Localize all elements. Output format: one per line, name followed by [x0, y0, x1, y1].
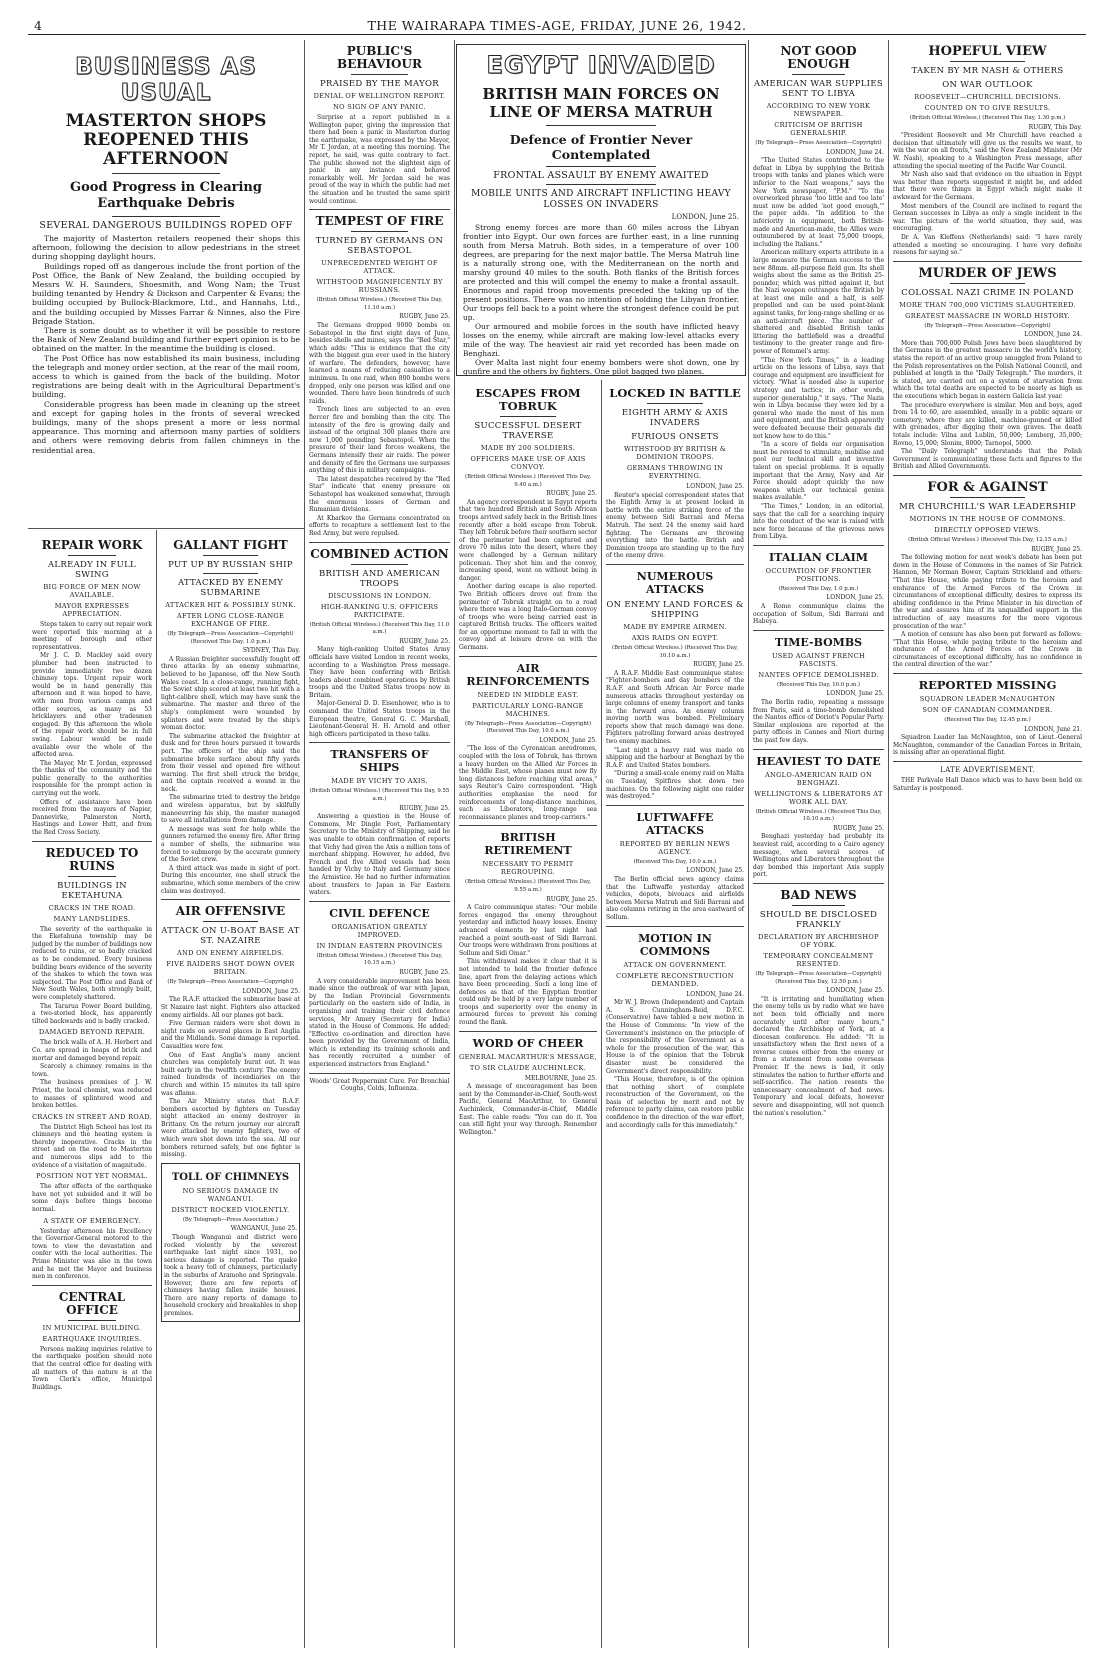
subheadline: Defence of Frontier Never Contemplated	[509, 132, 693, 162]
subheadline: ON ENEMY LAND FORCES & SHIPPING	[606, 599, 744, 620]
headline: CENTRAL OFFICE	[58, 1289, 126, 1317]
subheadline: COLOSSAL NAZI CRIME IN POLAND	[901, 287, 1074, 298]
subheadline: NO SIGN OF ANY PANIC.	[333, 103, 426, 111]
masthead	[28, 18, 1086, 35]
headline: AIR REINFORCEMENTS	[466, 661, 590, 688]
boxed-article-chimneys: TOLL OF CHIMNEYS NO SERIOUS DAMAGE IN WANGANUI. DISTRICT ROCKED VIOLENTLY. (By Telegraph—Press Association.) WANGANUI, June 25. Though Wanganui and district were rocked violently by the severest earthquake last night since 1931, no serious damage is reported. The quake took a heavy toll of chimneys, particularly in the suburbs of Aramoho and Springvale. However, there are few reports of chimneys having fallen inside houses. There are many reports of damage to household crockery and breakables in shop premises.	[161, 1163, 300, 1322]
subheadline: TURNED BY GERMANS ON SEBASTOPOL	[315, 236, 444, 257]
subheadline: CRITICISM OF BRITISH GENERALSHIP.	[774, 121, 863, 137]
subheadline: CRACKS IN STREET AND ROAD.	[32, 1112, 152, 1121]
subheadline: FRONTAL ASSAULT BY ENEMY AWAITED	[493, 170, 709, 181]
subheadline: ANGLO-AMERICAN RAID ON BENGHAZI.	[764, 770, 873, 787]
subheadline: GERMANS THROWING IN EVERYTHING.	[626, 464, 724, 480]
subheadline: SUCCESSFUL DESERT TRAVERSE	[474, 421, 582, 441]
subheadline: MAYOR EXPRESSES APPRECIATION.	[54, 602, 130, 618]
headline: NUMEROUS ATTACKS	[636, 569, 714, 596]
subheadline: REPORTED BY BERLIN NEWS AGENCY.	[619, 839, 731, 856]
article-body: The severity of the earthquake in the Eketahuna township may be judged by the number of buildings now reduced to ruins, or so badly cracked as to be condemned. Every business building bears evidence of the severity of the shakes to which the town was subjected. The Post Office and Bank of New South Wales, both strongly built, were completely shattered. The Tararua Power Board building, a two-storied block, has apparently tilted backwards and is badly cracked.	[32, 925, 152, 1025]
headline: REDUCED TO RUINS	[45, 845, 139, 873]
subheadline: IN INDIAN EASTERN PROVINCES	[316, 941, 443, 950]
headline: FOR & AGAINST	[927, 479, 1048, 495]
subheadline: SQUADRON LEADER McNAUGHTON	[919, 695, 1056, 704]
subheadline: PARTICULARLY LONG-RANGE MACHINES.	[472, 701, 584, 718]
headline: MASTERTON SHOPS REOPENED THIS AFTERNOON	[65, 111, 267, 169]
subheadline: PUT UP BY RUSSIAN SHIP	[168, 560, 293, 570]
subheadline: SHOULD BE DISCLOSED FRANKLY	[759, 909, 878, 930]
advertisement: Woods' Great Peppermint Cure. For Bronchial Coughs, Colds, Influenza.	[309, 1077, 450, 1093]
column-third: PUBLIC'S BEHAVIOUR PRAISED BY THE MAYOR DENIAL OF WELLINGTON REPORT. NO SIGN OF ANY PANIC. Surprise at a report published in a Wellington paper, giving the impression that there had been a panic in Masterton during the earthquake, was expressed by the Mayor, Mr T. Jordan, at a meeting this morning. The report, he said, was quite contrary to fact. The public showed not the slightest sign of panic in any instance and behaved remarkably well. Mr Jordan said he was proud of the way in which the public had met the situation and he trusted the same spirit would continue. TEMPEST OF FIRE TURNED BY GERMANS ON SEBASTOPOL UNPRECEDENTED WEIGHT OF ATTACK. WITHSTOOD MAGNIFICENTLY BY RUSSIANS. (British Official Wireless.) (Received This Day, 11.10 a.m.) RUGBY, June 25. The Germans dropped 9000 bombs on Sebastopol in the first eight days of June, besides shells and mines, says the "Red Star," which adds: "This is evidence that the city with the biggest gun ever used in the history of warfare. The defenders, however, have learned a means of reducing casualties to a minimum. In one raid, when 800 bombs were dropped, only one person was killed and one wounded. There have been hundreds of such raids. Trench lines are subjected to an even fiercer fire and bombing than the city. The intensity of the fire is growing daily and instead of the original 300 planes there are now 1,000 pounding Sebastopol. When the pressure of their land forces weakens, the Germans intensify their air raids. The power and density of fire the Germans use surpasses anything of this in military campaigns. The latest despatches received by the "Red Star" indicate that enemy pressure on Sebastopol has weakened somewhat, through the enormous losses of German and Rumanian divisions. At Kharkov the Germans concentrated on efforts to recapture a settlement lost to the Red Army, but were repulsed. COMBINED ACTION BRITISH AND AMERICAN TROOPS DISCUSSIONS IN LONDON. HIGH-RANKING U.S. OFFICERS PARTICIPATE. (British Official Wireless.) (Received This Day, 11.0 a.m.) RUGBY, June 25. Many high-ranking United States Army officials have visited London in recent weeks, according to a Washington Press message. They have been conferring with British leaders about combined operations by British troops and the United States troops now in Britain. Major-General D. D. Eisenhower, who is to command the United States troops in the European theatre, General G. C. Marshall, Lieutenant-General H. H. Arnold and other high officers participated in these talks. TRANSFERS OF SHIPS MADE BY VICHY TO AXIS. (British Official Wireless.) (Received This Day, 9.55 a.m.) RUGBY, June 25. Answering a question in the House of Commons, Mr Dingle Foot, Parliamentary Secretary to the Ministry of Shipping, said he was unable to obtain confirmation of reports that Vichy had given the Axis a million tons of merchant shipping. However, he added, five French and five Allied vessels had been handed by Vichy to Italy and Germany since the Armistice. He had no further information about transfers to Japan in Far Eastern waters. CIVIL DEFENCE ORGANISATION GREATLY IMPROVED. IN INDIAN EASTERN PROVINCES (British Official Wireless.) (Received This Day, 10.15 a.m.) RUGBY, June 25. A very considerable improvement has been made since the outbreak of war with Japan, by the Indian Provincial Governments particularly on the eastern side of India, in organising and training their civil defence services, Mr Amery (Secretary for India) stated in the House of Commons. He added: "Effective co-ordination and direction have been provided by the Government of India, which is extending its training schools and has recently recruited a number of experienced instructors from England." Woods' Great Peppermint Cure. For Bronchial Coughs, Colds, Influenza.	[309, 44, 450, 1093]
subheadline: ROOSEVELT—CHURCHILL DECISIONS.	[914, 93, 1061, 101]
subheadline: FIVE RAIDERS SHOT DOWN OVER BRITAIN.	[166, 960, 295, 977]
headline: MURDER OF JEWS	[918, 265, 1057, 281]
subheadline: NO SERIOUS DAMAGE IN WANGANUI.	[182, 1186, 279, 1203]
subheadline: GENERAL MACARTHUR'S MESSAGE,	[459, 1052, 597, 1061]
headline: MOTION IN COMMONS	[638, 931, 712, 958]
headline: REPORTED MISSING	[918, 678, 1057, 693]
subheadline: SEVERAL DANGEROUS BUILDINGS ROPED OFF	[39, 220, 293, 231]
article-body: A Russian freighter successfully fought off three attacks by an enemy submarine, believed to be Japanese, off the New South Wales coast. In a close-range, running fight, the Soviet ship scored at least two hit with a light-calibre shell, which may have sunk the submarine. The master and three of the ship's complement were wounded by splinters and were treated by the ship's woman doctor. The submarine attacked the freighter at dusk and for three hours pursued it towards port. The officers of the ship said the submarine broke surface about fifty yards from their vessel and opened fire without warning. The first shell struck the bridge, and the captain received a wound in the neck. The submarine tried to destroy the bridge and wireless apparatus, but by skilfully manoeuvring his ship, the master managed to save all installations from damage. A message was sent for help while the gunners returned the enemy fire. After firing a number of shells, the submarine was forced to submerge by the accurate gunnery of the Soviet crew. A third attack was made in sight of port. During this encounter, one shell struck the submarine, which some members of the crew claim was destroyed.	[161, 655, 300, 895]
subheadline: Good Progress in Clearing Earthquake Debris	[70, 180, 262, 211]
article-body: The majority of Masterton retailers reopened their shops this afternoon, following the decision to allow pedestrians in the street during shopping daylight hours. Buildings roped off as dangerous include the front portion of the Post Office, the Bank of New Zealand, the building occupied by Messrs W. H. Saunders, Shoesmith, and Wong Nam; the Trust building tenanted by Hendry & Dickson and Carpenter & Evans; the building occupied by Bullock-Blackmore, Ltd., and Hannahs, Ltd., and the building occupied by Misses Farrar & Ninnes, also the Fire Brigade Station. There is some doubt as to whether it will be possible to restore the Bank of New Zealand building and further expert opinion is to be obtained on the matter. In the meantime the building is closed. The Post Office has now established its main business, including the telegraph and money order section, at the rear of the mail room, access to which is gained from the back of the building. Motor registrations are being dealt with in the Agricultural Department's building. Considerable progress has been made in cleaning up the street and except for gaping holes in the fronts of several wrecked buildings, many of the shops present a more or less normal appearance. This morning and afternoon many parties of soldiers and others were removing debris from fallen chimneys in the residential area.	[32, 234, 300, 455]
subheadline: CRACKS IN THE ROAD.	[48, 903, 136, 912]
headline: TOLL OF CHIMNEYS	[171, 1171, 290, 1183]
subheadline: MR CHURCHILL'S WAR LEADERSHIP	[899, 501, 1076, 512]
subheadline: ALREADY IN FULL SWING	[47, 560, 136, 580]
subheadline: ORGANISATION GREATLY IMPROVED.	[331, 922, 428, 939]
headline: LATE ADVERTISEMENT.	[940, 766, 1035, 775]
subheadline: COUNTED ON TO GIVE RESULTS.	[924, 104, 1051, 112]
headline: ITALIAN CLAIM	[769, 550, 868, 564]
page-number: 4	[34, 18, 43, 33]
subheadline: BIG FORCE OF MEN NOW AVAILABLE.	[43, 583, 141, 599]
headline: TRANSFERS OF SHIPS	[330, 748, 429, 775]
subheadline: SON OF CANADIAN COMMANDER.	[922, 706, 1053, 715]
banner-egypt-invaded: EGYPT INVADED	[486, 51, 716, 79]
subheadline: OFFICERS MAKE USE OF AXIS CONVOY.	[470, 455, 586, 471]
subheadline: OCCUPATION OF FRONTIER POSITIONS.	[765, 566, 872, 583]
subheadline: DENIAL OF WELLINGTON REPORT.	[313, 92, 446, 100]
subheadline: NECESSARY TO PERMIT REGROUPING.	[482, 860, 574, 877]
subheadline: MOBILE UNITS AND AIRCRAFT INFLICTING HEAVY LOSSES ON INVADERS	[471, 189, 731, 210]
headline: LUFTWAFFE ATTACKS	[636, 810, 714, 837]
subheadline: DISTRICT ROCKED VIOLENTLY.	[171, 1205, 290, 1214]
subheadline: MORE THAN 700,000 VICTIMS SLAUGHTERED.	[899, 300, 1076, 309]
subheadline: PRAISED BY THE MAYOR	[319, 79, 440, 89]
subheadline: DIRECTLY OPPOSED VIEWS.	[934, 525, 1041, 534]
banner-business-as-usual: BUSINESS AS USUAL	[75, 54, 257, 106]
subheadline: USED AGAINST FRENCH FASCISTS.	[771, 651, 866, 668]
subheadline: TEMPORARY CONCEALMENT RESENTED.	[763, 951, 874, 968]
subheadline: UNPRECEDENTED WEIGHT OF ATTACK.	[321, 259, 438, 276]
subheadline: FURIOUS ONSETS	[631, 432, 719, 442]
subheadline: TO SIR CLAUDE AUCHINLECK.	[469, 1063, 587, 1072]
subheadline: ACCORDING TO NEW YORK NEWSPAPER.	[766, 102, 871, 118]
subheadline: ATTACKER HIT & POSSIBLY SUNK.	[165, 601, 296, 609]
subheadline: AMERICAN WAR SUPPLIES SENT TO LIBYA	[754, 79, 883, 99]
column-left: REPAIR WORK ALREADY IN FULL SWING BIG FORCE OF MEN NOW AVAILABLE. MAYOR EXPRESSES APPRECIATION. Steps taken to carry out repair work were reported this morning at a meeting of borough and other representatives. Mr J. C. D. Mackley said every plumber had been instructed to provide immediately two dozen chimney tops. Urgent repair work would be in hand generally this afternoon and it was hoped to have, with men from various camps and other sources, as many as 53 bricklayers and other tradesmen engaged. By this afternoon the whole of the repair work should be in full swing. Labour would be made available over the whole of the affected area. The Mayor, Mr T. Jordan, expressed the thanks of the community and the public generally to the authorities responsible for the prompt action in carrying out the work. Offers of assistance have been received from the mayors of Napier, Dannevirke, Palmerston North, Hastings and Lower Hutt, and from the Red Cross Society. REDUCED TO RUINS BUILDINGS IN EKETAHUNA CRACKS IN THE ROAD. MANY LANDSLIDES. The severity of the earthquake in the Eketahuna township may be judged by the number of buildings now reduced to ruins, or so badly cracked as to be condemned. Every business building bears evidence of the severity of the shakes to which the town was subjected. The Post Office and Bank of New South Wales, both strongly built, were completely shattered. The Tararua Power Board building, a two-storied block, has apparently tilted backwards and is badly cracked. DAMAGED BEYOND REPAIR. The brick walls of A. H. Herbert and Co. are spread in heaps of brick and mortar and damaged beyond repair. Scarcely a chimney remains in the town. The business premises of J. W. Priest, the local chemist, was reduced to masses of splintered wood and broken bottles. CRACKS IN STREET AND ROAD. The District High School has lost its chimneys and the heating system is thereby inoperative. Cracks in the street and on the road to Masterton and numerous slips add to the evidence of a visitation of magnitude. POSITION NOT YET NORMAL. The after effects of the earthquake have not yet subsided and it will be some days before things become normal. A STATE OF EMERGENCY. Yesterday afternoon his Excellency the Governor-General motored to the town to view the devastation and confer with the local authorities. The Prime Minister was also in the town and he met the Mayor and business men in conference. CENTRAL OFFICE IN MUNICIPAL BUILDING. EARTHQUAKE INQUIRIES. Persons making inquiries relative to the earthquake position should note that the central office for dealing with all matters of this nature is at the Town Clerk's office, Municipal Buildings.	[32, 538, 152, 1391]
column-seventh: HOPEFUL VIEW TAKEN BY MR NASH & OTHERS ON WAR OUTLOOK ROOSEVELT—CHURCHILL DECISIONS. COUNTED ON TO GIVE RESULTS. (British Official Wireless.) (Received This Day, 1.30 p.m.) RUGBY, This Day. "President Roosevelt and Mr Churchill have reached a decision that ultimately will give us the results we want, to win the war on all fronts," said the New Zealand Minister (Mr W. Nash), speaking to a Washington Press message, after attending the special meeting of the Pacific War Council. Mr Nash also said that evidence on the situation in Egypt was better than reports suggested it might be, and added that there were things in Egypt which might make it awkward for the Germans. Most members of the Council are inclined to regard the German successes in Libya as only a single incident in the war. The picture of the world situation, they said, was encouraging. Dr A. Van Kleffens (Netherlands) said: "I have rarely attended a meeting so encouraging. I have very definite reasons for saying so." MURDER OF JEWS COLOSSAL NAZI CRIME IN POLAND MORE THAN 700,000 VICTIMS SLAUGHTERED. GREATEST MASSACRE IN WORLD HISTORY. (By Telegraph—Press Association—Copyright) LONDON, June 24. More than 700,000 Polish Jews have been slaughtered by the Germans in the greatest massacre in the world's history, states the report of an active group smuggled from Poland to the Polish representatives on the Polish National Council, and published at length in the "Daily Telegraph." The murders, it is stated, are carried out on a system of starvation from which the total deaths are expected to be nearly as high as the executions which began in eastern Galicia last year. The procedure everywhere is similar. Men and boys, aged from 14 to 60, are assembled, usually in a public square or cemetery, where they are killed, machine-gunned or killed with grenades, after digging their own graves. The death totals include: Vilna and Lublin, 50,000; Lemberg, 35,000; Rovno, 15,000; Slonim, 8000; Tarnopol, 5000. The "Daily Telegraph" understands that the Polish Government is communicating these facts and figures to the British and Allied Governments. FOR & AGAINST MR CHURCHILL'S WAR LEADERSHIP MOTIONS IN THE HOUSE OF COMMONS. DIRECTLY OPPOSED VIEWS. (British Official Wireless.) (Received This Day, 12.15 a.m.) RUGBY, June 25. The following motion for next week's debate has been put down in the House of Commons in the names of Sir Patrick Hannon, Mr Norman Bower, Captain Strickland and others: "That this House, while paying tribute to the heroism and endurance of the Armed Forces of the Crown in circumstances of exceptional difficulty, desires to express its abiding confidence in the Prime Minister in his direction of the war and assures him of its unqualified support in the introduction of any measures for the more vigorous prosecution of the war." A motion of censure has also been put forward as follows: "That this House, while paying tribute to the heroism and endurance of the Armed Forces of the Crown in circumstances of exceptional difficulty, has no confidence in the central direction of the war." REPORTED MISSING SQUADRON LEADER McNAUGHTON SON OF CANADIAN COMMANDER. (Received This Day, 12.45 p.m.) LONDON, June 21. Squadron Leader Ian McNaughton, son of Lieut.-General McNaughton, commander of the Canadian Forces in Britain, is missing after an operational flight. LATE ADVERTISEMENT. THE Parkvale Hall Dance which was to have been held on Saturday is postponed.	[893, 44, 1082, 792]
headline: BRITISH MAIN FORCES ON LINE OF MERSA MATRUH	[482, 85, 720, 121]
subheadline: WITHSTOOD MAGNIFICENTLY BY RUSSIANS.	[316, 278, 443, 295]
headline: PUBLIC'S BEHAVIOUR	[337, 44, 422, 71]
headline: ESCAPES FROM TOBRUK	[475, 386, 581, 413]
column-second: GALLANT FIGHT PUT UP BY RUSSIAN SHIP ATTACKED BY ENEMY SUBMARINE ATTACKER HIT & POSSIBLY SUNK. AFTER LONG CLOSE-RANGE EXCHANGE OF FIRE. (By Telegraph—Press Association—Copyright) (Received This Day, 1.0 p.m.) SYDNEY, This Day. A Russian freighter successfully fought off three attacks by an enemy submarine, believed to be Japanese, off the New South Wales coast. In a close-range, running fight, the Soviet ship scored at least two hit with a light-calibre shell, which may have sunk the submarine. The master and three of the ship's complement were wounded by splinters and were treated by the ship's woman doctor. The submarine attacked the freighter at dusk and for three hours pursued it towards port. The officers of the ship said the submarine broke surface about fifty yards from their vessel and opened fire without warning. The first shell struck the bridge, and the captain received a wound in the neck. The submarine tried to destroy the bridge and wireless apparatus, but by skilfully manoeuvring his ship, the master managed to save all installations from damage. A message was sent for help while the gunners returned the enemy fire. After firing a number of shells, the submarine was forced to submerge by the accurate gunnery of the Soviet crew. A third attack was made in sight of port. During this encounter, one shell struck the submarine, which some members of the crew claim was destroyed. AIR OFFENSIVE ATTACK ON U-BOAT BASE AT ST. NAZAIRE AND ON ENEMY AIRFIELDS. FIVE RAIDERS SHOT DOWN OVER BRITAIN. (By Telegraph—Press Association—Copyright) LONDON, June 25. The R.A.F. attacked the submarine base at St Nazaire last night. Fighters also attacked enemy airfields. All our planes got back. Five German raiders were shot down in night raids on several places in East Anglia and the Midlands. Some damage is reported. Casualties were few. One of East Anglia's many ancient churches was completely burnt out. It was built early in the twelfth century. The enemy rained hundreds of incendiaries on the church and within 15 minutes its tall spire was aflame. The Air Ministry states that R.A.F. bombers escorted by fighters on Tuesday night attacked an enemy destroyer in Brittany. On the return journey our aircraft were attacked by enemy fighters, two of which were shot down into the sea. All our bombers returned safely, but one fighter is missing. TOLL OF CHIMNEYS NO SERIOUS DAMAGE IN WANGANUI. DISTRICT ROCKED VIOLENTLY. (By Telegraph—Press Association.) WANGANUI, June 25. Though Wanganui and district were rocked violently by the severest earthquake last night since 1931, no serious damage is reported. The quake took a heavy toll of chimneys, particularly in the suburbs of Aramoho and Springvale. However, there are few reports of chimneys having fallen inside houses. There are many reports of damage to household crockery and breakables in shop premises.	[157, 534, 304, 1650]
article-body: Steps taken to carry out repair work were reported this morning at a meeting of borough and other representatives. Mr J. C. D. Mackley said every plumber had been instructed to provide immediately two dozen chimney tops. Urgent repair work would be in hand generally this afternoon and it was hoped to have, with men from various camps and other sources, as many as 53 bricklayers and other tradesmen engaged. By this afternoon the whole of the repair work should be in full swing. Labour would be made available over the whole of the affected area. The Mayor, Mr T. Jordan, expressed the thanks of the community and the public generally to the authorities responsible for the prompt action in carrying out the work. Offers of assistance have been received from the mayors of Napier, Dannevirke, Palmerston North, Hastings and Lower Hutt, and from the Red Cross Society.	[32, 621, 152, 837]
subheadline: A STATE OF EMERGENCY.	[43, 1216, 141, 1225]
subheadline: MADE BY 200 SOLDIERS.	[480, 444, 576, 452]
subheadline: BRITISH AND AMERICAN TROOPS	[319, 568, 440, 589]
headline: AIR OFFENSIVE	[175, 904, 286, 919]
subheadline: ATTACK ON GOVERNMENT.	[623, 960, 727, 969]
article-egypt-invaded: EGYPT INVADED BRITISH MAIN FORCES ON LINE OF MERSA MATRUH Defence of Frontier Never Contemplated FRONTAL ASSAULT BY ENEMY AWAITED MOBILE UNITS AND AIRCRAFT INFLICTING HEAVY LOSSES ON INVADERS LONDON, June 25. Strong enemy forces are more than 60 miles across the Libyan frontier into Egypt. Our own forces are further east, in a line running south from Mersa Matruh. Both sides, in a temperature of over 100 degrees, are preparing for the next major battle. The Mersa Matruh line is a naturally strong one, with the Mediterranean on the north and marshy ground 40 miles to the south. Both flanks of the British forces are protected and this will compel the enemy to make a frontal assault. Enormous and rapid troop movements preceded the taking up of the present positions. There was no intention of holding the Libyan frontier. Our troops fell back to a point where the strongest defence could be put up. Our armoured and mobile forces in the south have inflicted heavy losses on the enemy, while aircraft are making low-level attacks every mile of the way. The heaviest air raid yet recorded has been made on Benghazi. Over Malta last night four enemy bombers were shot down, one by gunfire and the others by fighters. One pilot bagged two planes.	[456, 44, 746, 376]
subheadline: MOTIONS IN THE HOUSE OF COMMONS.	[909, 514, 1066, 523]
subheadline: WELLINGTONS & LIBERATORS AT WORK ALL DAY.	[754, 789, 883, 806]
subheadline: TAKEN BY MR NASH & OTHERS	[911, 66, 1064, 76]
headline: TEMPEST OF FIRE	[315, 214, 444, 229]
subheadline: ATTACK ON U-BOAT BASE AT ST. NAZAIRE	[161, 926, 300, 947]
subheadline: NANTES OFFICE DEMOLISHED.	[758, 670, 879, 679]
subheadline: BUILDINGS IN EKETAHUNA	[57, 880, 127, 901]
subheadline: POSITION NOT YET NORMAL.	[36, 1172, 148, 1181]
subheadline: MANY LANDSLIDES.	[53, 914, 131, 923]
subheadline: DISCUSSIONS IN LONDON.	[327, 591, 432, 600]
subheadline: EARTHQUAKE INQUIRIES.	[42, 1334, 142, 1343]
headline: REPAIR WORK	[41, 538, 143, 552]
subheadline: MADE BY VICHY TO AXIS.	[331, 777, 428, 786]
subheadline: DAMAGED BEYOND REPAIR.	[38, 1028, 146, 1037]
headline: HOPEFUL VIEW	[928, 44, 1047, 59]
subheadline: ATTACKED BY ENEMY SUBMARINE	[177, 578, 284, 598]
subheadline: EIGHTH ARMY & AXIS INVADERS	[621, 408, 729, 428]
headline: CIVIL DEFENCE	[329, 906, 430, 920]
newspaper-title: THE WAIRARAPA TIMES-AGE, FRIDAY, JUNE 26, 1942.	[367, 18, 747, 33]
subheadline: GREATEST MASSACRE IN WORLD HISTORY.	[905, 311, 1070, 320]
headline: NOT GOOD ENOUGH	[780, 44, 857, 71]
headline: BRITISH RETIREMENT	[484, 831, 572, 858]
article-body: The R.A.F. attacked the submarine base at St Nazaire last night. Fighters also attacked enemy airfields. All our planes got back. Five German raiders were shot down in night raids on several places in East Anglia and the Midlands. Some damage is reported. Casualties were few. One of East Anglia's many ancient churches was completely burnt out. It was built early in the twelfth century. The enemy rained hundreds of incendiaries on the church and within 15 minutes its tall spire was aflame. The Air Ministry states that R.A.F. bombers escorted by fighters on Tuesday night attacked an enemy destroyer in Brittany. On the return journey our aircraft were attacked by enemy fighters, two of which were shot down into the sea. All our bombers returned safely, but one fighter is missing.	[161, 996, 300, 1159]
subheadline: ON WAR OUTLOOK	[942, 80, 1033, 90]
subheadline: WITHSTOOD BY BRITISH & DOMINION TROOPS.	[623, 445, 727, 461]
headline: WORD OF CHEER	[472, 1036, 584, 1050]
subheadline: IN MUNICIPAL BUILDING.	[42, 1323, 142, 1332]
subheadline: COMPLETE RECONSTRUCTION DEMANDED.	[616, 971, 734, 988]
subheadline: AFTER LONG CLOSE-RANGE EXCHANGE OF FIRE.	[176, 612, 285, 628]
column-sixth: NOT GOOD ENOUGH AMERICAN WAR SUPPLIES SENT TO LIBYA ACCORDING TO NEW YORK NEWSPAPER. CRITICISM OF BRITISH GENERALSHIP. (By Telegraph—Press Association—Copyright) LONDON, June 24. "The United States contributed to the defeat in Libya by supplying the British troops with tanks and planes which were inferior to the Nazi weapons," says the New York newspaper, "P.M." "To the overworked phrase 'too little and too late' must now be added 'not good enough,'" the paper adds. "In addition to the inferiority in equipment, both British-made and American-made, the Allies were outnumbered by at least 75,000 troops, including the Italians." American military experts attribute in a large measure the German success to the new 88mm. all-purpose field gun. Its shell weighs about the same as the British 25-pounder, which was pitted against it, but the Nazi weapon outranges the British by at least one mile and a half, is self-propelled and can be used point-blank against tanks, for long-range shelling or as an anti-aircraft piece. The number of shattered and disabled British tanks littering the battlefield was a dreadful testimony to the greater range and fire-power of Rommel's army. "The New York Times," in a leading article on the lessons of Libya, says that courage and equipment are insufficient for victory. "What is needed also is superior strategy and tactics; in other words, superior generalship," it says. "The Nazis won in Libya because they were led by a general who made the most of his men and equipment, and the British apparently were defeated because their generals did not know how to do this." "In a score of fields our organisation must be revised to stimulate, mobilise and pool our technical skill and inventive talent on special problems. It is equally important that the Army, Navy and Air Force should adopt quickly the new weapons which our technical genius makes available." "The Times," London, in an editorial, says that the call for a searching inquiry into the conduct of the war is raised with new force because of the grievous news from Libya. ITALIAN CLAIM OCCUPATION OF FRONTIER POSITIONS. (Received This Day, 1.0 p.m.) LONDON, June 25. A Rome communique claims the occupation of Sollum, Sidi Barrani and Habeya. TIME-BOMBS USED AGAINST FRENCH FASCISTS. NANTES OFFICE DEMOLISHED. (Received This Day, 10.0 p.m.) LONDON, June 25. The Berlin radio, repeating a message from Paris, said a time-bomb demolished the Nantes office of Doriot's Popular Party. Similar explosions are reported at the party offices in Cannes and Niort during the past few days. HEAVIEST TO DATE ANGLO-AMERICAN RAID ON BENGHAZI. WELLINGTONS & LIBERATORS AT WORK ALL DAY. (British Official Wireless.) (Received This Day, 10.10 a.m.) RUGBY, June 25. Benghazi yesterday had probably its heaviest raid, according to a Cairo agency message, when several scores of Wellingtons and Liberators throughout the day bombed this important Axis supply port. BAD NEWS SHOULD BE DISCLOSED FRANKLY DECLARATION BY ARCHBISHOP OF YORK. TEMPORARY CONCEALMENT RESENTED. (By Telegraph—Press Association—Copyright) (Received This Day, 12.50 p.m.) LONDON, June 25. "It is irritating and humiliating when the enemy tells us by radio what we have not been told officially and more accurately until after many hours," declared the Archbishop of York, at a diocesan conference. He added: "It is unsatisfactory when the first news of a reverse comes either from the enemy or from a statement from some overseas Premier. If the news is bad, it only stimulates the nation to further efforts and self-sacrifice. The nation resents the unnecessary concealment of bad news. Temporary and local defeats, however severe and disappointing, will not quench the nation's resolution."	[753, 44, 884, 1117]
subheadline: DECLARATION BY ARCHBISHOP OF YORK.	[758, 932, 879, 949]
headline: BAD NEWS	[780, 887, 857, 902]
subheadline: MADE BY EMPIRE AIRMEN.	[623, 622, 727, 631]
subheadline: AXIS RAIDS ON EGYPT.	[631, 633, 719, 642]
headline: HEAVIEST TO DATE	[756, 754, 881, 768]
subheadline: NEEDED IN MIDDLE EAST.	[477, 690, 579, 699]
headline: COMBINED ACTION	[310, 546, 449, 561]
subheadline: HIGH-RANKING U.S. OFFICERS PARTICIPATE.	[320, 602, 439, 619]
column-fifth: LOCKED IN BATTLE EIGHTH ARMY & AXIS INVADERS FURIOUS ONSETS WITHSTOOD BY BRITISH & DOMINION TROOPS. GERMANS THROWING IN EVERYTHING. LONDON, June 25. Reuter's special correspondent states that the Eighth Army is at present locked in battle with the entire striking force of the enemy between Sidi Barrani and Mersa Matruh. The next 24 the enemy said hard fighting. The Germans are throwing everything into the battle. British and Dominion troops are standing up to the fury of the enemy drive. NUMEROUS ATTACKS ON ENEMY LAND FORCES & SHIPPING MADE BY EMPIRE AIRMEN. AXIS RAIDS ON EGYPT. (British Official Wireless.) (Received This Day, 10.10 a.m.) RUGBY, June 25. A R.A.F. Middle East communique states: "Fighter-bombers and day bombers of the R.A.F. and South African Air Force made numerous attacks throughout yesterday on large columns of enemy transport and tanks in the forward area. An enemy column moving north was bombed. Preliminary reports show that much damage was done. Fighters patrolling forward areas destroyed two enemy machines. "Last night a heavy raid was made on shipping and the harbour at Benghazi by the R.A.F. and United States bombers. "During a small-scale enemy raid on Malta on Tuesday, Spitfires shot down two machines. On the following night one raider was destroyed." LUFTWAFFE ATTACKS REPORTED BY BERLIN NEWS AGENCY. (Received This Day, 10.0 a.m.) LONDON, June 25. The Berlin official news agency claims that the Luftwaffe yesterday attacked vehicles, depots, bivouacs and airfields between Mersa Matruh and Sidi Barrani and also columns retiring in the area eastward of Sollum. MOTION IN COMMONS ATTACK ON GOVERNMENT. COMPLETE RECONSTRUCTION DEMANDED. LONDON, June 24. Mr W. J. Brown (Independent) and Captain A. S. Cunningham-Reid, D.F.C. (Conservative) have tabled a new motion in the House of Commons: "In view of the Government's insistence on the principle of the responsibility of the Government as a whole for the prosecution of the war, this House is of the opinion that the Tobruk disaster must be considered the Government's direct responsibility. "This House, therefore, is of the opinion that nothing short of complete reconstruction of the Government, on the basis of selection by merit and not by reference to party claims, can restore public confidence in the direction of the war effort, and accordingly calls for this immediately."	[606, 386, 744, 1129]
headline: GALLANT FIGHT	[173, 538, 288, 552]
advertisement: THE Parkvale Hall Dance which was to have been held on Saturday is postponed.	[893, 777, 1082, 792]
headline: TIME-BOMBS	[774, 635, 863, 649]
article-business-as-usual	[28, 52, 304, 522]
headline: LOCKED IN BATTLE	[609, 386, 741, 400]
column-fourth: ESCAPES FROM TOBRUK SUCCESSFUL DESERT TRAVERSE MADE BY 200 SOLDIERS. OFFICERS MAKE USE OF AXIS CONVOY. (British Official Wireless.) (Received This Day, 9.40 a.m.) RUGBY, June 25. An agency correspondent in Egypt reports that two hundred British and South African troops arrived safely back in the British lines recently after a bold escape from Tobruk. They left Tobruk before their southern sector of the perimeter had been captured and drove 70 miles into the desert, where they were challenged by a German military policeman. They shot him and the convoy, increasing speed, went on without being in danger. Another daring escape is also reported. Two British officers drove out from the perimeter of Tobruk straight on to a road where there was a long Italo-German convoy of troops who were being carried east in captured British trucks. The officers waited for an opportune moment to fall in with the convoy and at leisure drove on with the Germans. AIR REINFORCEMENTS NEEDED IN MIDDLE EAST. PARTICULARLY LONG-RANGE MACHINES. (By Telegraph—Press Association—Copyright) (Received This Day, 10.0 a.m.) LONDON, June 25. "The loss of the Cyrenaican aerodromes, coupled with the loss of Tobruk, has thrown a heavy burden on the Allied Air Forces in the Middle East, whose planes must now fly long distances before reaching vital areas," says Reuter's Cairo correspondent. "High authorities emphasise the need for reinforcements of long-distance machines, such as Liberators, long-range sea reconnaissance planes and troop-carriers." BRITISH RETIREMENT NECESSARY TO PERMIT REGROUPING. (British Official Wireless.) (Received This Day, 9.55 a.m.) RUGBY, June 25. A Cairo communique states: "Our mobile forces engaged the enemy throughout yesterday and inflicted heavy losses. Enemy advanced elements by last night had reached a point south-east of Sidi Barrani. Our troops were withdrawn from positions at Sollum and Sidi Omar." This withdrawal makes it clear that it is not intended to hold the frontier defence line, apart from the delaying actions which have been proceeding. Such a long line of defences as that of the Egyptian frontier could only be held by a very large number of troops and superiority over the enemy in armoured forces to prevent his coming round the flank. WORD OF CHEER GENERAL MACARTHUR'S MESSAGE, TO SIR CLAUDE AUCHINLECK. MELBOURNE, June 25. A message of encouragement has been sent by the Commander-in-Chief, South-west Pacific, General MacArthur, to General Auchinleck, Commander-in-Chief, Middle East. The cable reads: "You can do it. You can still fight your way through. Remember Wellington."	[459, 386, 597, 1136]
subheadline: AND ON ENEMY AIRFIELDS.	[176, 949, 285, 958]
